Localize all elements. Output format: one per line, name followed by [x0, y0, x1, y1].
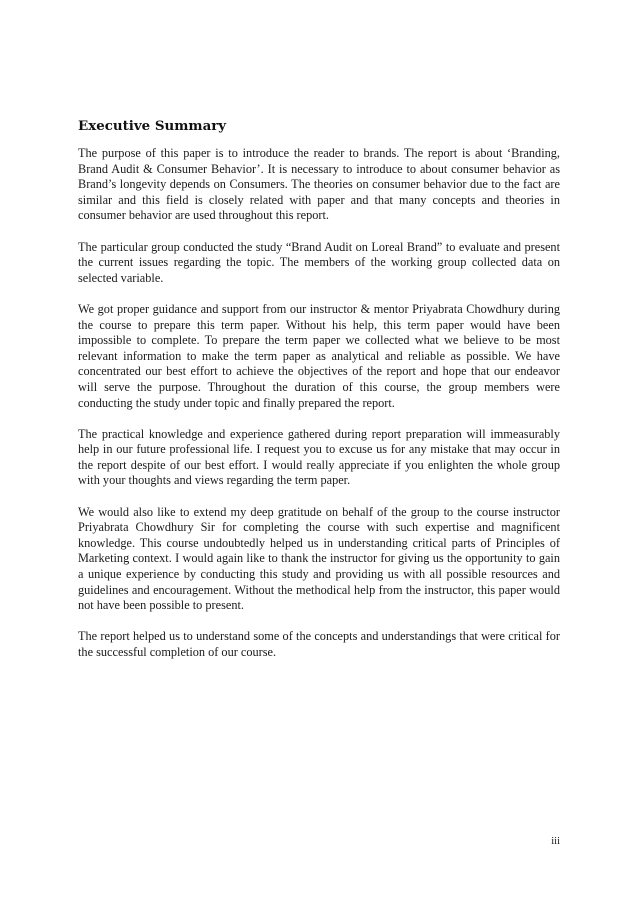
paragraph-experience: The practical knowledge and experience gathered during report preparation will immeasurably help in our future professional life. I request you to excuse us for any mistake that may occur in the report despite of our best effort. I would really appreciate if you enlighten the whole group with your thoughts and views regarding the term paper. — [78, 426, 560, 488]
page-content — [78, 118, 560, 676]
page-number: iii — [551, 836, 560, 847]
paragraph-study: The particular group conducted the study “Brand Audit on Loreal Brand” to evaluate and present the current issues regarding the topic. The members of the working group collected data on selected variable. — [78, 239, 560, 285]
paragraph-guidance: We got proper guidance and support from our instructor & mentor Priyabrata Chowdhury during the course to prepare this term paper. Without his help, this term paper would have been impossible to complete. To prepare the term paper we collected what we believe to be most relevant information to make the term paper as analytical and reliable as possible. We have concentrated our best effort to achieve the objectives of the report and hope that our endeavor will serve the purpose. Throughout the duration of this course, the group members were conducting the study under topic and finally prepared the report. — [78, 301, 560, 410]
paragraph-conclusion: The report helped us to understand some of the concepts and understandings that were critical for the successful completion of our course. — [78, 629, 560, 659]
paragraph-gratitude: We would also like to extend my deep gratitude on behalf of the group to the course instructor Priyabrata Chowdhury Sir for completing the course with such expertise and magnificent knowledge. This course undoubtedly helped us in understanding critical parts of Principles of Marketing context. I would again like to thank the instructor for giving us the opportunity to gain a unique experience by conducting this study and providing us with all possible resources and guidelines and encouragement. Without the methodical help from the instructor, this paper would not have been possible to present. — [78, 504, 560, 613]
paragraph-purpose: The purpose of this paper is to introduce the reader to brands. The report is about ‘Branding, Brand Audit & Consumer Behavior’. It is necessary to introduce to about consumer behavior as Brand’s longevity depends on Consumers. The theories on consumer behavior due to the fact are similar and this field is closely related with paper and that many concepts and theories in consumer behavior are used throughout this report. — [78, 146, 560, 223]
section-heading: Executive Summary — [78, 118, 227, 134]
